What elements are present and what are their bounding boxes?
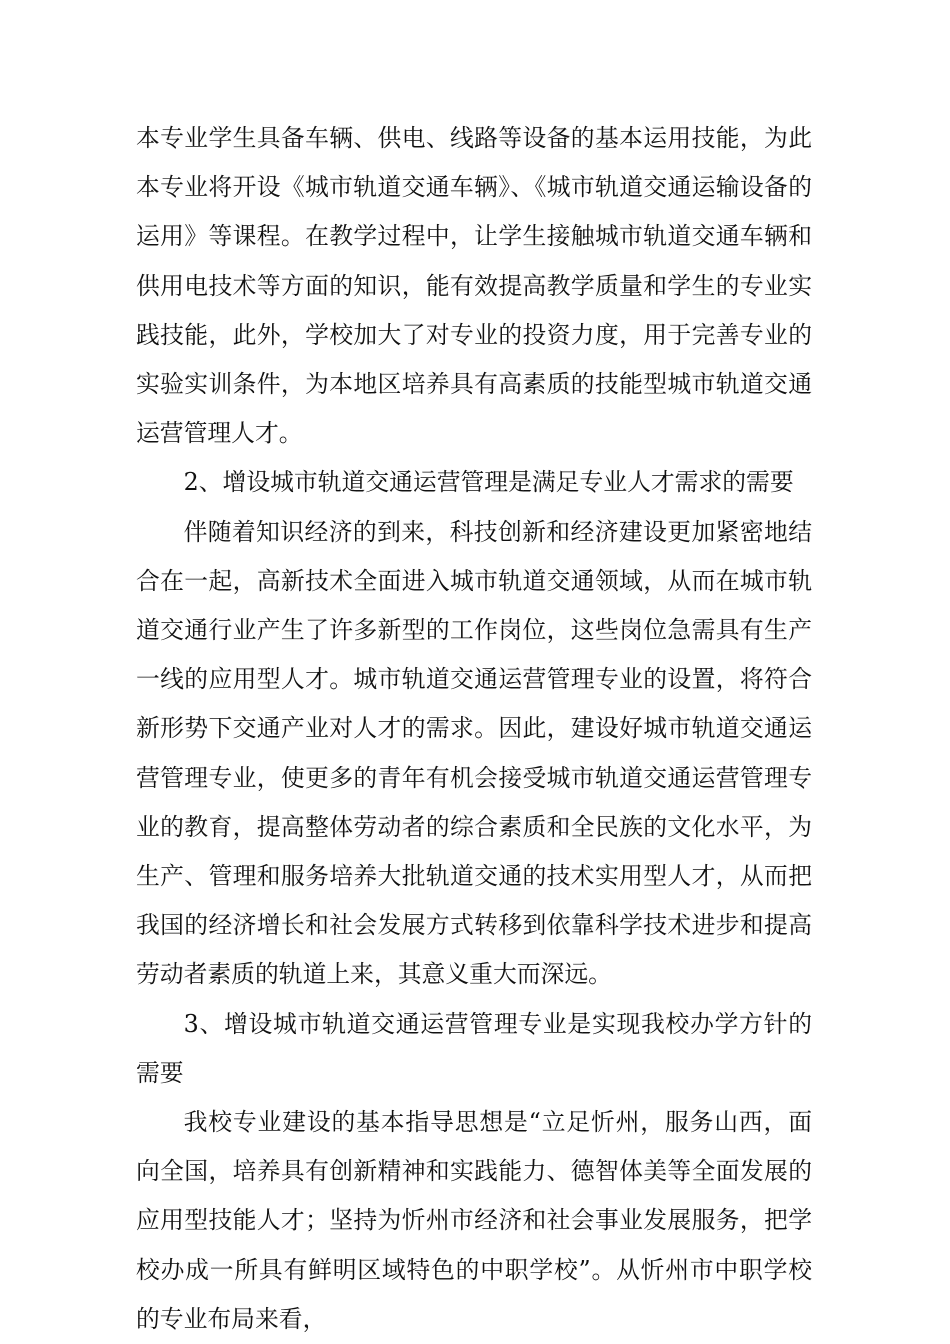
paragraph-school-policy: 我校专业建设的基本指导思想是“立足忻州，服务山西，面向全国，培养具有创新精神和实践能力、德智体美等全面发展的应用型技能人才；坚持为忻州市经济和社会事业发展服务，把学校办成一所具有鲜明区域特色的中职学校”。从忻州市中职学校的专业布局来看， [136, 1108, 812, 1333]
paragraph-continuation: 本专业学生具备车辆、供电、线路等设备的基本运用技能，为此本专业将开设《城市轨道交通车辆》、《城市轨道交通运输设备的运用》等课程。在教学过程中，让学生接触城市轨道交通车辆和供用电技术等方面的知识，能有效提高教学质量和学生的专业实践技能，此外，学校加大了对专业的投资力度，用于完善专业的实验实训条件，为本地区培养具有高素质的技能型城市轨道交通运营管理人才。 [136, 124, 812, 448]
paragraph-talent-demand: 伴随着知识经济的到来，科技创新和经济建设更加紧密地结合在一起，高新技术全面进入城市轨道交通领域，从而在城市轨道交通行业产生了许多新型的工作岗位，这些岗位急需具有生产一线的应用型人才。城市轨道交通运营管理专业的设置，将符合新形势下交通产业对人才的需求。因此，建设好城市轨道交通运营管理专业，使更多的青年有机会接受城市轨道交通运营管理专业的教育，提高整体劳动者的综合素质和全民族的文化水平，为生产、管理和服务培养大批轨道交通的技术实用型人才，从而把我国的经济增长和社会发展方式转移到依靠科学技术进步和提高劳动者素质的轨道上来，其意义重大而深远。 [136, 517, 812, 989]
section-heading-2: 2、增设城市轨道交通运营管理是满足专业人才需求的需要 [183, 468, 794, 497]
section-heading-3: 3、增设城市轨道交通运营管理专业是实现我校办学方针的需要 [136, 1009, 812, 1087]
document-body [136, 114, 812, 1344]
